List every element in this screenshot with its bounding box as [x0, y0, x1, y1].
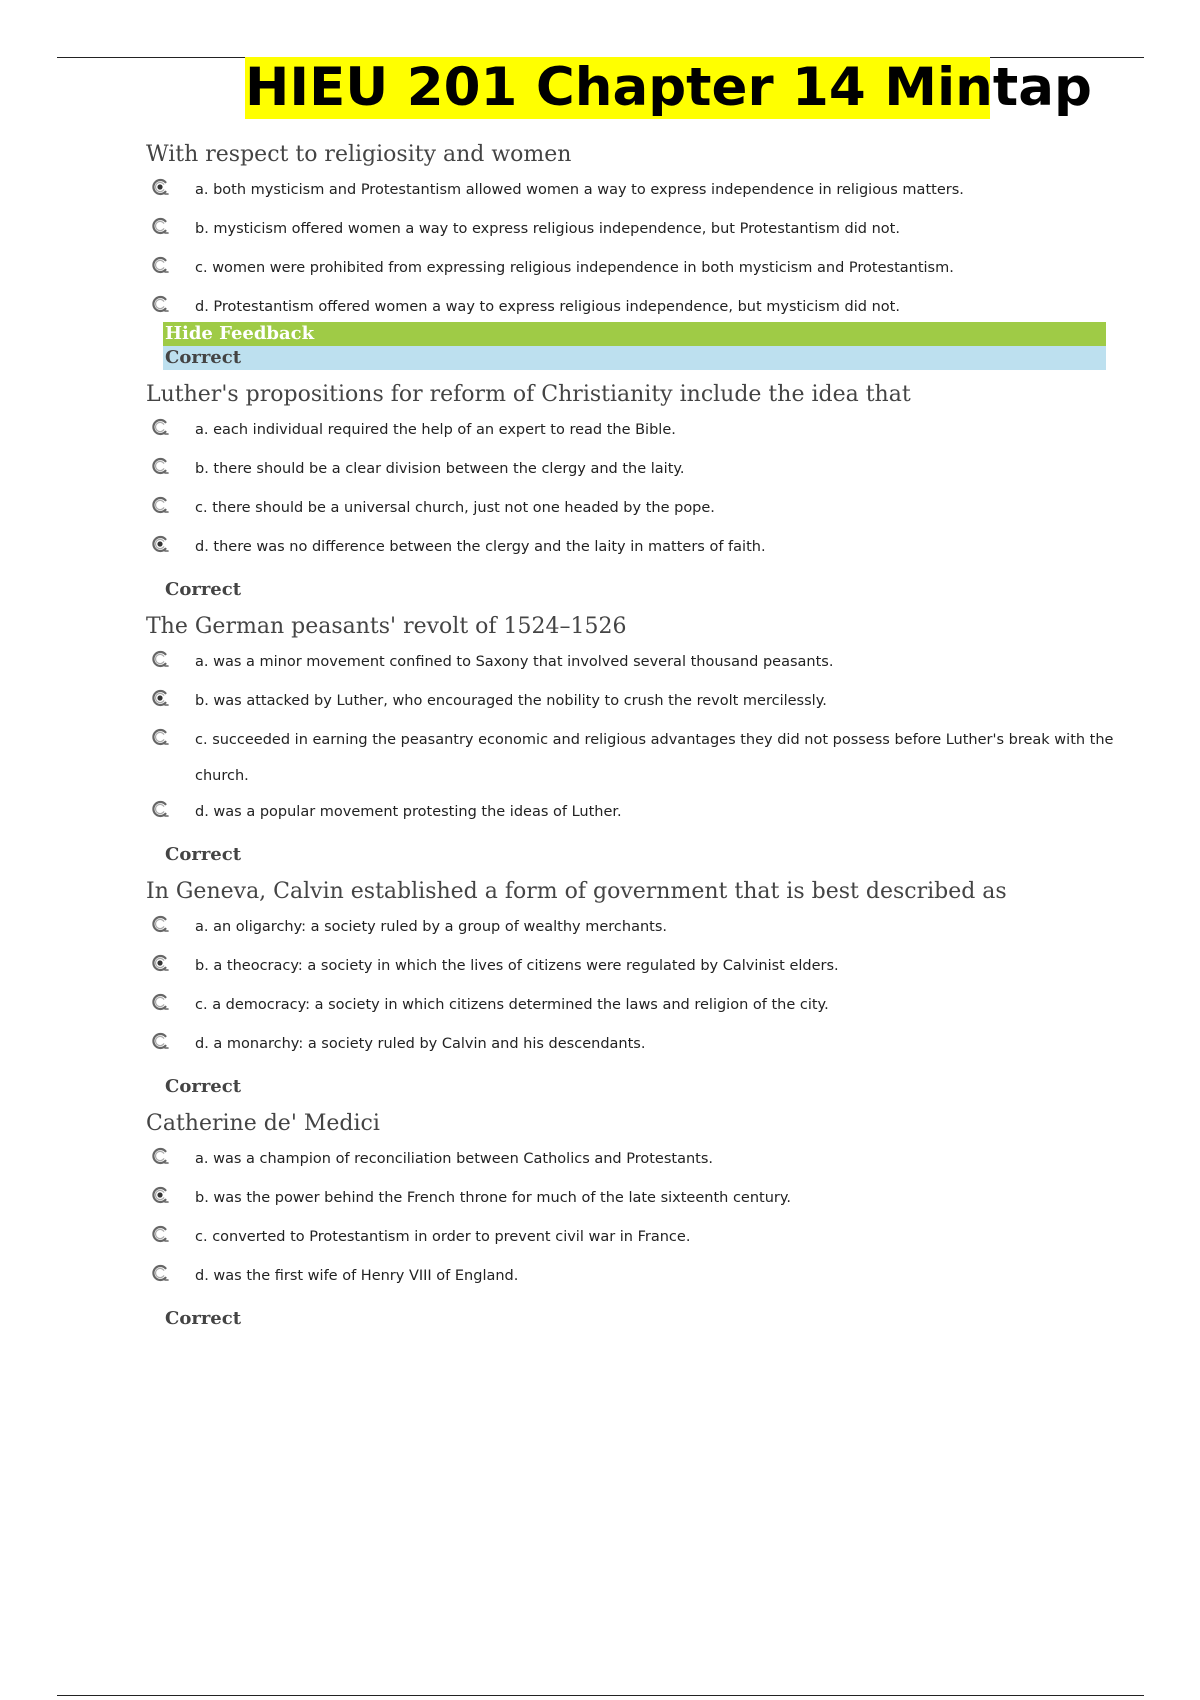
option-text: c. succeeded in earning the peasantry economic and religious advantages they did not possess before Luther's break with the church. — [195, 732, 1114, 784]
radio-icon[interactable] — [150, 455, 170, 477]
radio-icon[interactable] — [150, 1223, 170, 1245]
radio-icon[interactable] — [150, 913, 170, 935]
answer-option[interactable] — [146, 250, 1116, 289]
option-text: b. was attacked by Luther, who encouraged the nobility to crush the revolt mercilessly. — [195, 693, 827, 709]
answer-option[interactable] — [146, 909, 1116, 948]
question-prompt: With respect to religiosity and women — [146, 142, 572, 167]
answer-option[interactable] — [146, 529, 1116, 568]
answer-option[interactable] — [146, 1180, 1116, 1219]
option-text: a. both mysticism and Protestantism allowed women a way to express independence in religious matters. — [195, 182, 964, 198]
feedback-correct: Correct — [165, 1308, 242, 1329]
question-list — [146, 140, 1116, 1341]
radio-selected-icon[interactable] — [150, 687, 170, 709]
option-text: a. an oligarchy: a society ruled by a group of wealthy merchants. — [195, 919, 667, 935]
radio-selected-icon[interactable] — [150, 533, 170, 555]
answer-option[interactable] — [146, 172, 1116, 211]
bottom-rule — [57, 1695, 1144, 1696]
answer-option[interactable] — [146, 1258, 1116, 1297]
radio-icon[interactable] — [150, 1262, 170, 1284]
radio-icon[interactable] — [150, 991, 170, 1013]
feedback-correct: Correct — [163, 346, 1106, 370]
answer-option[interactable] — [146, 490, 1116, 529]
answer-option[interactable] — [146, 1219, 1116, 1258]
option-text: a. was a minor movement confined to Saxony that involved several thousand peasants. — [195, 654, 834, 670]
option-text: d. there was no difference between the clergy and the laity in matters of faith. — [195, 539, 766, 555]
option-text: b. there should be a clear division between the clergy and the laity. — [195, 461, 685, 477]
radio-selected-icon[interactable] — [150, 952, 170, 974]
radio-icon[interactable] — [150, 1030, 170, 1052]
answer-option[interactable] — [146, 644, 1116, 683]
option-text: d. was a popular movement protesting the ideas of Luther. — [195, 804, 622, 820]
hide-feedback-toggle[interactable]: Hide Feedback — [163, 322, 1106, 346]
radio-icon[interactable] — [150, 798, 170, 820]
option-text: b. mysticism offered women a way to express religious independence, but Protestantism did not. — [195, 221, 900, 237]
page-title: HIEU 201 Chapter 14 Mintap — [245, 57, 1092, 118]
answer-option[interactable] — [146, 987, 1116, 1026]
option-text: d. was the first wife of Henry VIII of England. — [195, 1268, 519, 1284]
question-5 — [146, 1109, 1116, 1331]
radio-icon[interactable] — [150, 215, 170, 237]
feedback-correct: Correct — [165, 579, 242, 600]
radio-icon[interactable] — [150, 416, 170, 438]
answer-option[interactable] — [146, 794, 1116, 833]
feedback-correct: Correct — [165, 1076, 242, 1097]
option-text: a. each individual required the help of an expert to read the Bible. — [195, 422, 676, 438]
radio-icon[interactable] — [150, 648, 170, 670]
answer-option[interactable] — [146, 722, 1116, 794]
question-4 — [146, 877, 1116, 1099]
question-prompt: Luther's propositions for reform of Christianity include the idea that — [146, 382, 911, 407]
answer-option[interactable] — [146, 211, 1116, 250]
radio-selected-icon[interactable] — [150, 176, 170, 198]
answer-option[interactable] — [146, 451, 1116, 490]
radio-icon[interactable] — [150, 254, 170, 276]
option-text: b. was the power behind the French throne for much of the late sixteenth century. — [195, 1190, 791, 1206]
option-text: d. Protestantism offered women a way to express religious independence, but mysticism did not. — [195, 299, 900, 315]
answer-option[interactable] — [146, 948, 1116, 987]
question-prompt: Catherine de' Medici — [146, 1111, 380, 1136]
answer-option[interactable] — [146, 1141, 1116, 1180]
question-2 — [146, 380, 1116, 602]
answer-option[interactable] — [146, 289, 1116, 328]
question-prompt: The German peasants' revolt of 1524–1526 — [146, 614, 627, 639]
question-prompt: In Geneva, Calvin established a form of government that is best described as — [146, 879, 1007, 904]
option-text: c. a democracy: a society in which citizens determined the laws and religion of the city. — [195, 997, 829, 1013]
answer-option[interactable] — [146, 412, 1116, 451]
question-1 — [146, 140, 1116, 370]
option-text: a. was a champion of reconciliation between Catholics and Protestants. — [195, 1151, 714, 1167]
question-3 — [146, 612, 1116, 867]
radio-icon[interactable] — [150, 726, 170, 748]
option-text: c. converted to Protestantism in order to prevent civil war in France. — [195, 1229, 691, 1245]
radio-icon[interactable] — [150, 293, 170, 315]
option-text: d. a monarchy: a society ruled by Calvin and his descendants. — [195, 1036, 646, 1052]
radio-icon[interactable] — [150, 1145, 170, 1167]
feedback-correct: Correct — [165, 844, 242, 865]
option-text: c. women were prohibited from expressing religious independence in both mysticism and Protestantism. — [195, 260, 954, 276]
radio-selected-icon[interactable] — [150, 1184, 170, 1206]
option-text: c. there should be a universal church, just not one headed by the pope. — [195, 500, 715, 516]
answer-option[interactable] — [146, 683, 1116, 722]
answer-option[interactable] — [146, 1026, 1116, 1065]
radio-icon[interactable] — [150, 494, 170, 516]
option-text: b. a theocracy: a society in which the lives of citizens were regulated by Calvinist elders. — [195, 958, 839, 974]
